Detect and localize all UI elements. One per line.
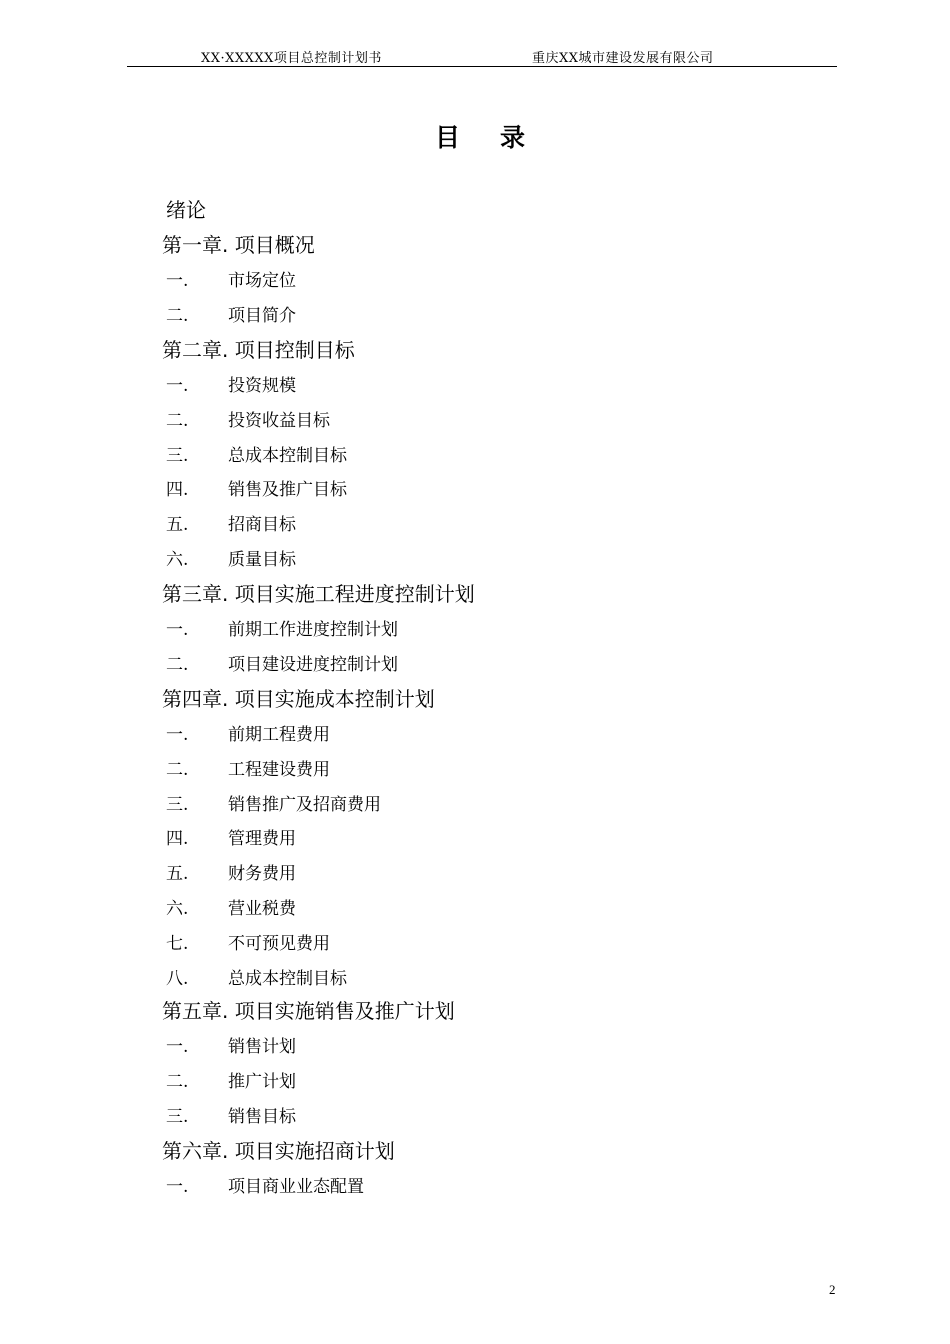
page-header [127, 44, 837, 67]
toc-section-label: 不可预见费用 [228, 933, 330, 954]
toc-section-number: 二. [166, 654, 189, 675]
toc-section-number: 六. [166, 550, 189, 570]
toc-section-number: 二. [166, 410, 189, 431]
toc-section-label: 销售计划 [228, 1037, 296, 1057]
toc-section-label: 投资收益目标 [228, 410, 330, 431]
toc-section-number: 一. [166, 620, 189, 640]
header-document-title: XX·XXXXX项目总控制计划书 [201, 51, 382, 66]
toc-section-number: 一. [166, 1037, 189, 1057]
toc-chapter: 第三章. 项目实施工程进度控制计划 [162, 582, 475, 606]
toc-section-number: 二. [166, 759, 189, 780]
toc-section-label: 前期工程费用 [228, 725, 330, 745]
toc-section-number: 三. [166, 1106, 189, 1127]
toc-section-number: 五. [166, 864, 189, 885]
toc-section-label: 前期工作进度控制计划 [228, 620, 398, 640]
toc-section-label: 财务费用 [228, 864, 296, 885]
toc-section-label: 市场定位 [228, 271, 296, 291]
toc-chapter: 第六章. 项目实施招商计划 [162, 1139, 395, 1163]
toc-section-label: 项目简介 [228, 305, 296, 326]
toc-section-number: 二. [166, 1071, 189, 1092]
toc-section-number: 八. [166, 968, 189, 989]
toc-section-number: 三. [166, 445, 189, 466]
page-number: 2 [829, 1282, 836, 1297]
toc-section-label: 管理费用 [228, 829, 296, 850]
toc-section-label: 销售及推广目标 [228, 480, 347, 501]
toc-section-number: 一. [166, 376, 189, 396]
toc-section-number: 六. [166, 899, 189, 919]
toc-section-label: 项目建设进度控制计划 [228, 654, 398, 675]
toc-section-label: 推广计划 [228, 1071, 296, 1092]
toc-section-number: 一. [166, 725, 189, 745]
toc-section-number: 二. [166, 305, 189, 326]
toc-section-label: 总成本控制目标 [228, 968, 347, 989]
toc-section-number: 三. [166, 794, 189, 815]
toc-section-number: 五. [166, 515, 189, 536]
toc-section-number: 一. [166, 1177, 189, 1197]
toc-section-label: 营业税费 [228, 899, 296, 919]
toc-section-label: 销售推广及招商费用 [228, 794, 381, 815]
toc-section-label: 投资规模 [228, 376, 296, 396]
toc-chapter: 第四章. 项目实施成本控制计划 [162, 687, 435, 711]
toc-chapter: 第一章. 项目概况 [162, 233, 315, 257]
toc-chapter: 第五章. 项目实施销售及推广计划 [162, 999, 455, 1023]
toc-section-number: 四. [166, 829, 189, 850]
toc-title: 目录 [434, 123, 565, 152]
toc-section-number: 四. [166, 480, 189, 501]
toc-section-label: 质量目标 [228, 550, 296, 570]
toc-section-label: 项目商业业态配置 [228, 1177, 364, 1197]
toc-section-label: 工程建设费用 [228, 759, 330, 780]
toc-section-label: 招商目标 [228, 515, 296, 536]
toc-section-label: 销售目标 [228, 1106, 296, 1127]
toc-section-number: 七. [166, 933, 189, 954]
header-company-name: 重庆XX城市建设发展有限公司 [532, 51, 714, 66]
toc-chapter: 第二章. 项目控制目标 [162, 338, 355, 362]
toc-section-label: 总成本控制目标 [228, 445, 347, 466]
toc-intro: 绪论 [166, 198, 206, 222]
toc-section-number: 一. [166, 271, 189, 291]
